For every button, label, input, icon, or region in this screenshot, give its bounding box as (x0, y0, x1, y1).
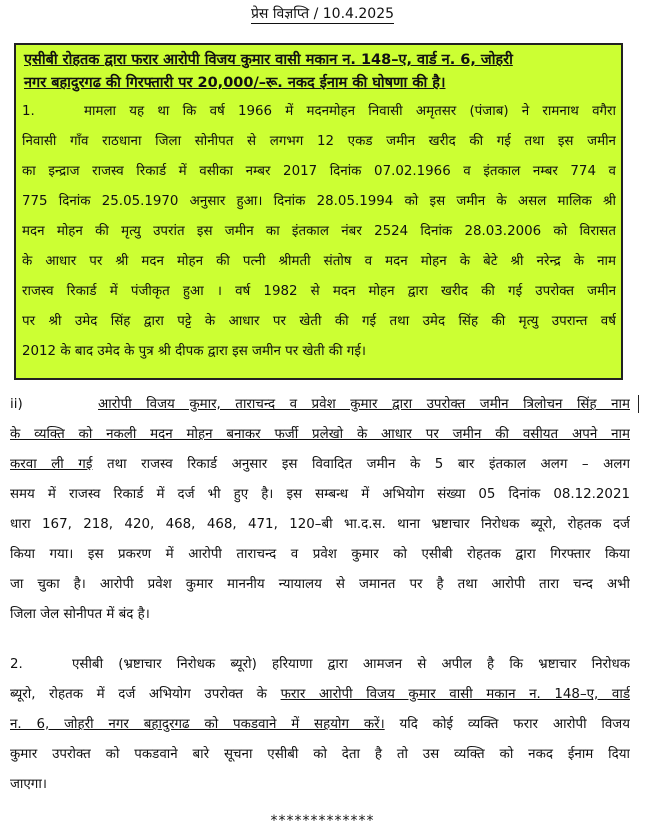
paragraph-1-line: का इन्द्राज राजस्व रिकार्ड में वसीका नम्बर 2017 दिनांक 07.02.1966 व इंतकाल नम्बर 774 व (22, 164, 616, 179)
paragraph-1-line: मदन मोहन की मृत्यु उपरांत इस जमीन का इंतकाल नंबर 2524 दिनांक 28.03.2006 को विरासत (22, 224, 616, 239)
paragraph-3 (10, 650, 630, 800)
paragraph-1-line: 2012 के बाद उमेद के पुत्र श्री दीपक द्वारा इस जमीन पर खेती की गई। (22, 344, 366, 359)
paragraph-2-line-1: ii) आरोपी विजय कुमार, ताराचन्द व प्रवेश कुमार द्वारा उपरोक्त जमीन त्रिलोचन सिंह नाम (10, 390, 630, 420)
paragraph-3-line-3: न. 6, जोहरी नगर बहादुरगढ को पकडवाने में सहयोग करें। यदि कोई व्यक्ति फरार आरोपी विजय (10, 717, 630, 732)
paragraph-2-number: ii) (10, 397, 23, 412)
paragraph-1-line: निवासी गाँव राठधाना जिला सोनीपत से लगभग 12 एकड जमीन खरीद की गई तथा इस जमीन (22, 134, 616, 149)
headline-line-1: एसीबी रोहतक द्वारा फरार आरोपी विजय कुमार वासी मकान न. 148–ए, वार्ड न. 6, जोहरी (24, 52, 513, 68)
paragraph-2-line-2: के व्यक्ति को नकली मदन मोहन बनाकर फर्जी प्रलेखो के आधार पर जमीन की वसीयत अपने नाम (10, 427, 630, 442)
paragraph-3-number: 2. (10, 657, 23, 672)
paragraph-1-number: 1. (22, 104, 35, 119)
paragraph-3-line-2: ब्यूरो, रोहतक में दर्ज अभियोग उपरोक्त के फरार आरोपी विजय कुमार वासी मकान न. 148–ए, वार्ड (10, 687, 630, 702)
paragraph-3-line-1: 2. एसीबी (भ्रष्टाचार निरोधक ब्यूरो) हरियाणा द्वारा आमजन से अपील है कि भ्रष्टाचार निरोधक (10, 650, 630, 680)
paragraph-2-line: समय में राजस्व रिकार्ड में दर्ज भी हुए है। इस सम्बन्ध में अभियोग संख्या 05 दिनांक 08.12.2021 (10, 487, 630, 502)
paragraph-1-line: पर श्री उमेद सिंह द्वारा पट्टे के आधार पर खेती की गई तथा उमेद सिंह की मृत्यु उपरान्त वर्ष (22, 314, 616, 329)
paragraph-2-line: जा चुका है। आरोपी प्रवेश कुमार माननीय न्यायालय से जमानत पर है तथा आरोपी तारा चन्द अभी (10, 577, 630, 592)
paragraph-2 (10, 390, 630, 630)
highlighted-summary-box (14, 43, 623, 380)
page-header (0, 4, 645, 23)
paragraph-1-line: 775 दिनांक 25.05.1970 अनुसार हुआ। दिनांक 28.05.1994 को इस जमीन के असल मालिक श्री (22, 194, 616, 209)
paragraph-1-line: के आधार पर श्री मदन मोहन की पत्नी श्रीमती संतोष व मदन मोहन के बेटे श्री नरेन्द्र के नाम (22, 254, 616, 269)
paragraph-2-line: किया गया। इस प्रकरण में आरोपी ताराचन्द व प्रवेश कुमार को एसीबी रोहतक द्वारा गिरफ्तार किया (10, 547, 630, 562)
paragraph-2-line: जिला जेल सोनीपत में बंद है। (10, 607, 150, 622)
paragraph-3-line-5: जाएगा। (10, 777, 47, 792)
margin-bar (638, 395, 639, 413)
paragraph-3-line-4: कुमार उपरोक्त को पकडवाने बारे सूचना एसीबी को देता है तो उस व्यक्ति को नकद ईनाम दिया (10, 747, 630, 762)
headline-line-2: नगर बहादुरगढ की गिरफ्तारी पर 20,000/–रू. नकद ईनाम की घोषणा की है। (24, 75, 446, 91)
paragraph-1-line: राजस्व रिकार्ड में पंजीकृत हुआ । वर्ष 1982 से मदन मोहन द्वारा खरीद की गई उपरोक्त जमीन (22, 284, 616, 299)
paragraph-1-line-1: 1. मामला यह था कि वर्ष 1966 में मदनमोहन निवासी अमृतसर (पंजाब) ने रामनाथ वगैरा (22, 97, 616, 127)
press-release-title: प्रेस विज्ञप्ति / 10.4.2025 (250, 6, 395, 22)
paragraph-2-line-3: करवा ली गई तथा राजस्व रिकार्ड अनुसार इस विवादित जमीन के 5 बार इंतकाल अलग – अलग (10, 457, 630, 472)
headline (24, 49, 614, 95)
paragraph-1 (22, 97, 616, 367)
paragraph-2-line: धारा 167, 218, 420, 468, 468, 471, 120–बी भा.द.स. थाना भ्रष्टाचार निरोधक ब्यूरो, रोहतक दर्ज (10, 517, 630, 532)
end-separator: ************* (270, 813, 375, 829)
